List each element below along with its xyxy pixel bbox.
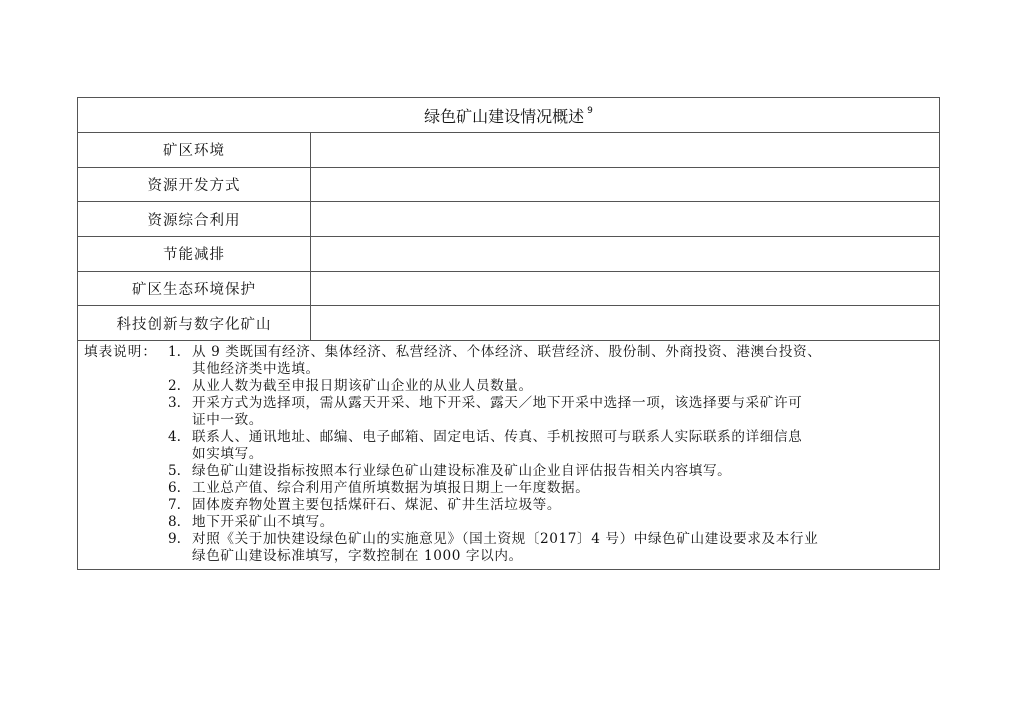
instruction-text: 证中一致。: [192, 412, 263, 429]
instruction-text: 从 9 类既国有经济、集体经济、私营经济、个体经济、联营经济、股份制、外商投资、港澳台投资、: [192, 344, 822, 361]
instruction-number: 8.: [168, 514, 181, 531]
instructions-prefix: 填表说明：: [84, 344, 157, 361]
instructions-prefix: [84, 378, 168, 395]
instruction-number: 5.: [168, 463, 181, 480]
row-value-cell[interactable]: [311, 133, 939, 167]
instructions-prefix: [84, 463, 168, 480]
instruction-number: [168, 548, 192, 565]
instruction-text: 地下开采矿山不填写。: [192, 514, 334, 531]
row-value-cell[interactable]: [311, 306, 939, 340]
instructions-prefix: [84, 446, 168, 463]
row-value-cell[interactable]: [311, 168, 939, 202]
row-value-cell[interactable]: [311, 272, 939, 306]
instruction-number: [168, 412, 192, 429]
row-label: 资源开发方式: [78, 168, 311, 202]
instruction-text: 如实填写。: [192, 446, 263, 463]
instructions-prefix: [84, 395, 168, 412]
form-row: [78, 272, 939, 307]
row-value-cell[interactable]: [311, 237, 939, 271]
form-row: [78, 168, 939, 203]
instructions-prefix: [84, 531, 168, 548]
fill-instructions: [78, 341, 939, 569]
form-title-text: 绿色矿山建设情况概述: [424, 106, 585, 126]
instruction-text: 绿色矿山建设标准填写，字数控制在 1000 字以内。: [192, 548, 523, 565]
instruction-line: [84, 378, 933, 395]
row-label: 矿区环境: [78, 133, 311, 167]
form-title: [78, 98, 939, 133]
instruction-number: 6.: [168, 480, 181, 497]
row-label: 科技创新与数字化矿山: [78, 306, 311, 340]
form-row: [78, 306, 939, 341]
form-rows: [78, 133, 939, 341]
instruction-number: 7.: [168, 497, 181, 514]
instruction-line: [84, 514, 933, 531]
row-label: 节能减排: [78, 237, 311, 271]
row-label: 矿区生态环境保护: [78, 272, 311, 306]
instruction-line: [84, 429, 933, 446]
row-label: 资源综合利用: [78, 202, 311, 236]
instructions-prefix: [84, 548, 168, 565]
instruction-line: [84, 361, 933, 378]
form-row: [78, 133, 939, 168]
instruction-number: 4.: [168, 429, 181, 446]
form-row: [78, 202, 939, 237]
instructions-prefix: [84, 480, 168, 497]
instruction-line: [84, 395, 933, 412]
instructions-prefix: [84, 412, 168, 429]
instruction-number: 1.: [168, 344, 181, 361]
instructions-prefix: [84, 497, 168, 514]
instructions-prefix: [84, 514, 168, 531]
instruction-line: [84, 344, 933, 361]
instruction-number: 9.: [168, 531, 181, 548]
instruction-line: [84, 412, 933, 429]
instruction-text: 开采方式为选择项，需从露天开采、地下开采、露天／地下开采中选择一项，该选择要与采矿许可: [192, 395, 803, 412]
instruction-line: [84, 446, 933, 463]
instruction-text: 联系人、通讯地址、邮编、电子邮箱、固定电话、传真、手机按照可与联系人实际联系的详细信息: [192, 429, 803, 446]
instruction-line: [84, 463, 933, 480]
instruction-text: 工业总产值、综合利用产值所填数据为填报日期上一年度数据。: [192, 480, 590, 497]
instruction-line: [84, 531, 933, 548]
form-row: [78, 237, 939, 272]
instruction-number: 2.: [168, 378, 181, 395]
instruction-line: [84, 480, 933, 497]
mine-overview-form: [77, 97, 940, 570]
instruction-text: 其他经济类中选填。: [192, 361, 320, 378]
instruction-text: 从业人数为截至申报日期该矿山企业的从业人员数量。: [192, 378, 533, 395]
instruction-text: 绿色矿山建设指标按照本行业绿色矿山建设标准及矿山企业自评估报告相关内容填写。: [192, 463, 732, 480]
instruction-line: [84, 548, 933, 565]
instructions-prefix: [84, 429, 168, 446]
instruction-line: [84, 497, 933, 514]
instruction-text: 固体废弃物处置主要包括煤矸石、煤泥、矿井生活垃圾等。: [192, 497, 562, 514]
row-value-cell[interactable]: [311, 202, 939, 236]
instruction-number: 3.: [168, 395, 181, 412]
instruction-number: [168, 446, 192, 463]
instruction-text: 对照《关于加快建设绿色矿山的实施意见》（国土资规〔2017〕4 号）中绿色矿山建设要求及本行业: [192, 531, 819, 548]
title-footnote-marker: 9: [587, 106, 593, 116]
instructions-prefix: [84, 361, 168, 378]
instruction-number: [168, 361, 192, 378]
